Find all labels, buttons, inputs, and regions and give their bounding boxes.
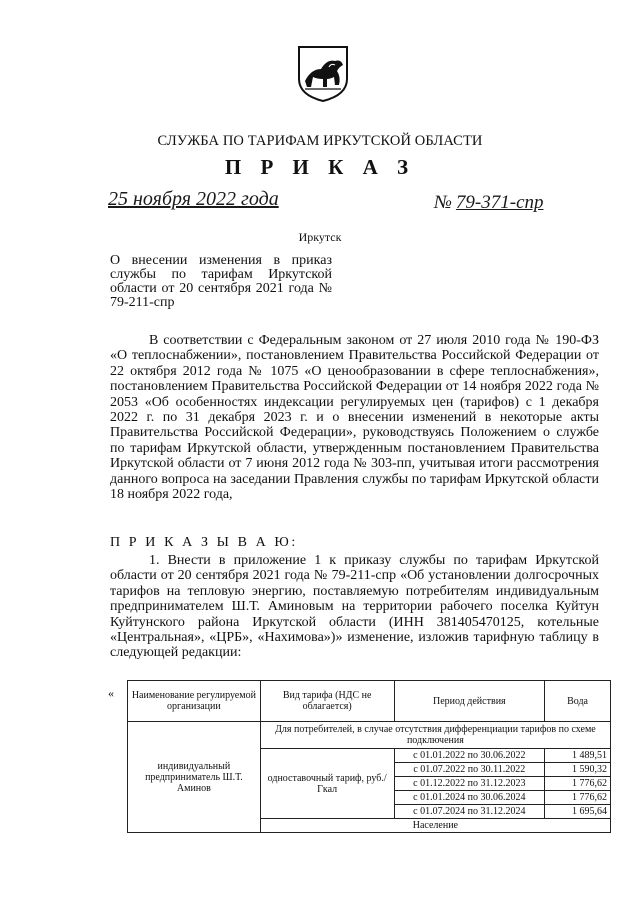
header-org: Наименование регулируемой организации — [128, 681, 261, 722]
table-header-row — [128, 681, 611, 722]
header-water: Вода — [545, 681, 611, 722]
organization-name: СЛУЖБА ПО ТАРИФАМ ИРКУТСКОЙ ОБЛАСТИ — [157, 133, 483, 149]
order-heading: П Р И К А З Ы В А Ю: — [110, 535, 298, 550]
tariff-table — [127, 680, 611, 833]
section-consumers-row — [128, 722, 611, 749]
document-type: П Р И К А З — [224, 155, 416, 179]
period-cell: с 01.12.2022 по 31.12.2023 — [394, 777, 545, 791]
value-cell: 1 776,62 — [545, 777, 611, 791]
order-subject: О внесении изменения в приказ службы по тарифам Иркутской области от 20 сентября 2021 года № 79-211-спр — [110, 253, 332, 310]
city: Иркутск — [298, 230, 342, 244]
period-cell: с 01.07.2022 по 30.11.2022 — [394, 763, 545, 777]
tariff-name-cell: одноставочный тариф, руб./Гкал — [260, 749, 394, 819]
section-population: Население — [260, 819, 610, 833]
order-number — [434, 192, 544, 214]
period-cell: с 01.07.2024 по 31.12.2024 — [394, 805, 545, 819]
value-cell: 1 489,51 — [545, 749, 611, 763]
opening-quote: « — [108, 686, 114, 700]
number-value: 79-371-спр — [455, 192, 544, 213]
org-name-cell: индивидуальный предприниматель Ш.Т. Аминов — [128, 722, 261, 833]
preamble-paragraph: В соответствии с Федеральным законом от 27 июля 2010 года № 190-ФЗ «О теплоснабжении», постановлением Правительства Российской Федерации от 22 октября 2012 года № 1075 «О ценообразовании в сфере теплоснабжения», постановлением Правительства Российской Федерации от 14 ноября 2022 года № 2053 «Об особенностях индексации регулируемых цен (тарифов) с 1 декабря 2022 г. по 31 декабря 2023 г. и о внесении изменений в некоторые акты Правительства Российской Федерации», руководствуясь Положением о службе по тарифам Иркутской области, утвержденным постановлением Правительства Иркутской области от 7 июня 2012 года № 303-пп, учитывая итоги рассмотрения данного вопроса на заседании Правления службы по тарифам Иркутской области 18 ноября 2022 года, — [110, 333, 599, 503]
value-cell: 1 776,62 — [545, 791, 611, 805]
header-period: Период действия — [394, 681, 545, 722]
section-consumers: Для потребителей, в случае отсутствия дифференциации тарифов по схеме подключения — [260, 722, 610, 749]
value-cell: 1 590,32 — [545, 763, 611, 777]
period-cell: с 01.01.2024 по 30.06.2024 — [394, 791, 545, 805]
order-date: 25 ноября 2022 года — [108, 188, 279, 210]
value-cell: 1 695,64 — [545, 805, 611, 819]
period-cell: с 01.01.2022 по 30.06.2022 — [394, 749, 545, 763]
item-1-paragraph: 1. Внести в приложение 1 к приказу службы по тарифам Иркутской области от 20 сентября 2021 года № 79-211-спр «Об установлении долгосрочных тарифов на тепловую энергию, поставляемую потребителям индивидуальным предпринимателем Ш.Т. Аминовым на территории рабочего поселка Куйтун Куйтунского района Иркутской области (ИНН 381405470125, котельные «Центральная», «ЦРБ», «Нахимова»)» изменение, изложив тарифную таблицу в следующей редакции: — [110, 553, 599, 661]
header-tariff-type: Вид тарифа (НДС не облагается) — [260, 681, 394, 722]
coat-of-arms-icon — [297, 45, 349, 103]
number-prefix: № — [434, 192, 452, 213]
